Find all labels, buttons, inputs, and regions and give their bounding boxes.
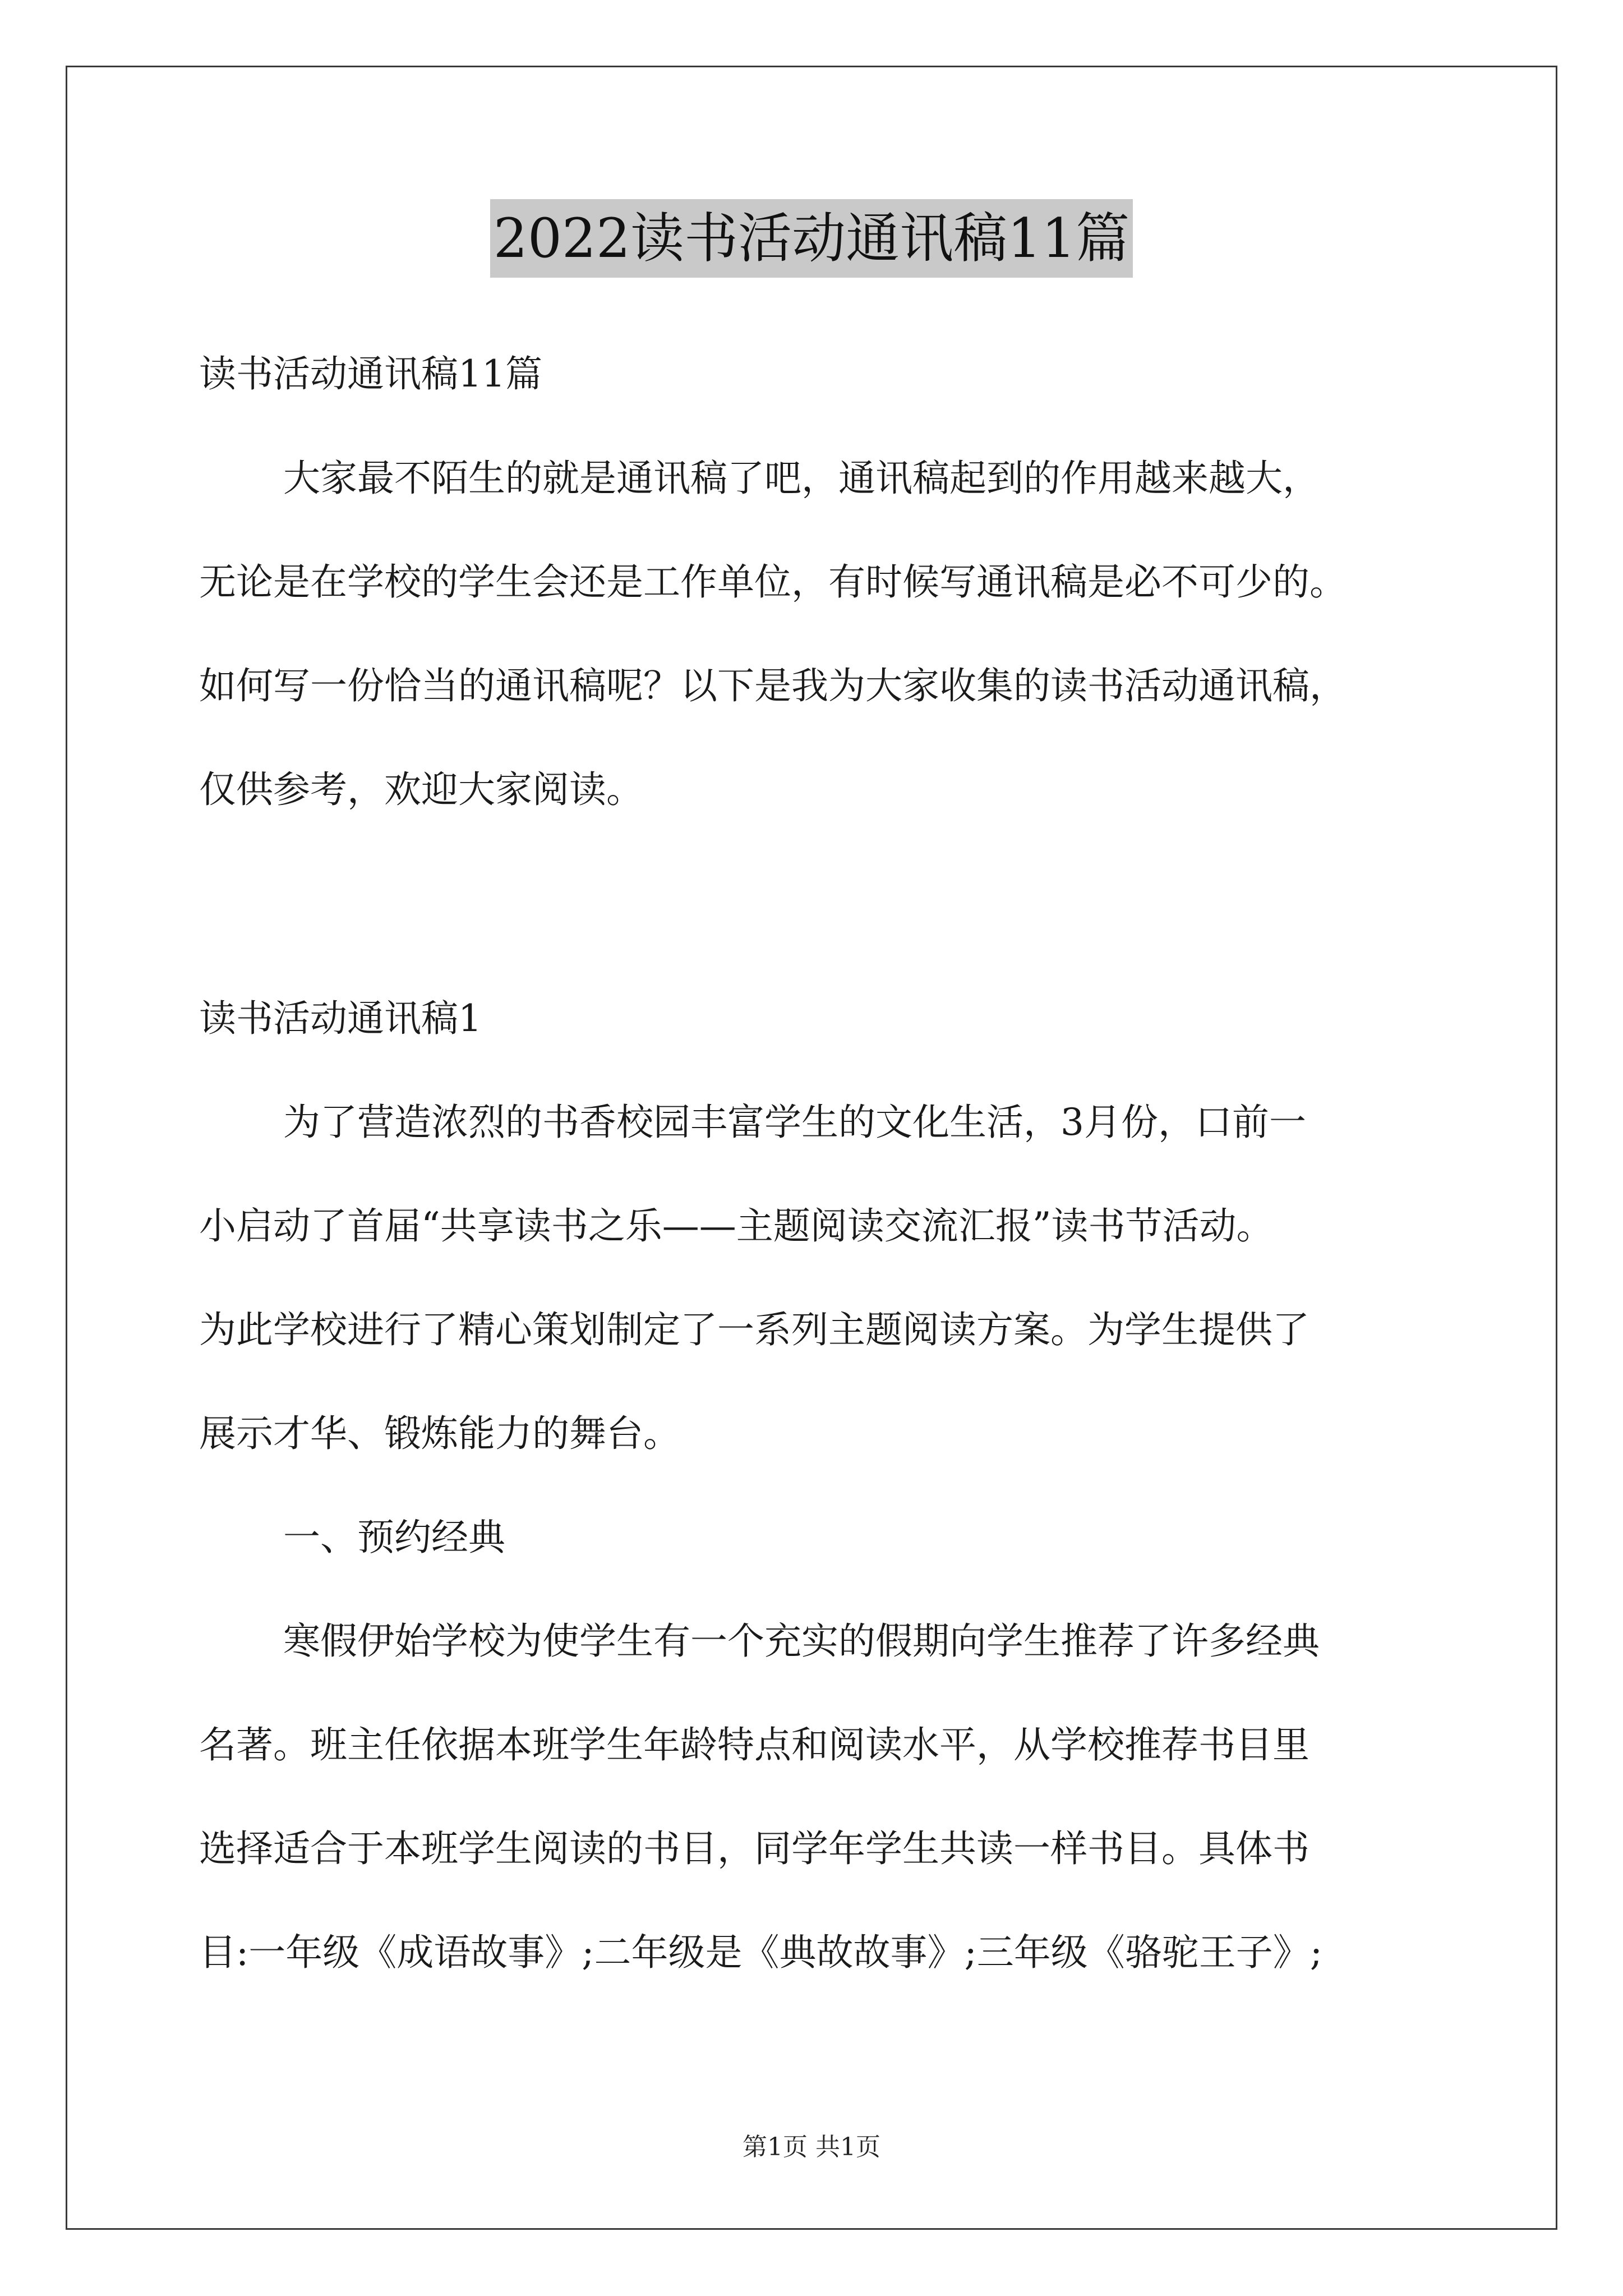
document-title: 2022读书活动通讯稿11篇 — [490, 199, 1133, 278]
page-footer: 第1页 共1页 — [743, 2133, 880, 2161]
intro-line: 大家最不陌生的就是通讯稿了吧，通讯稿起到的作用越来越大， — [283, 457, 1320, 500]
paragraph-line: 目:一年级《成语故事》;二年级是《典故故事》;三年级《骆驼王子》; — [199, 1931, 1322, 1974]
paragraph-line: 小启动了首届“共享读书之乐——主题阅读交流汇报”读书节活动。 — [199, 1204, 1274, 1248]
paragraph-line: 展示才华、锻炼能力的舞台。 — [199, 1412, 680, 1455]
document-subtitle: 读书活动通讯稿11篇 — [199, 352, 542, 395]
paragraph-line: 寒假伊始学校为使学生有一个充实的假期向学生推荐了许多经典 — [283, 1619, 1320, 1663]
intro-line: 仅供参考，欢迎大家阅读。 — [199, 768, 643, 811]
section-heading: 读书活动通讯稿1 — [199, 997, 482, 1040]
intro-line: 如何写一份恰当的通讯稿呢？以下是我为大家收集的读书活动通讯稿， — [199, 664, 1347, 707]
title-container — [0, 199, 1623, 278]
paragraph-line: 为此学校进行了精心策划制定了一系列主题阅读方案。为学生提供了 — [199, 1308, 1310, 1351]
paragraph-line: 名著。班主任依据本班学生年龄特点和阅读水平，从学校推荐书目里 — [199, 1723, 1310, 1766]
paragraph-line: 选择适合于本班学生阅读的书目，同学年学生共读一样书目。具体书 — [199, 1827, 1310, 1870]
paragraph-line: 为了营造浓烈的书香校园丰富学生的文化生活，3月份，口前一 — [283, 1101, 1306, 1144]
subheading: 一、预约经典 — [283, 1516, 505, 1559]
intro-line: 无论是在学校的学生会还是工作单位，有时候写通讯稿是必不可少的。 — [199, 560, 1347, 604]
